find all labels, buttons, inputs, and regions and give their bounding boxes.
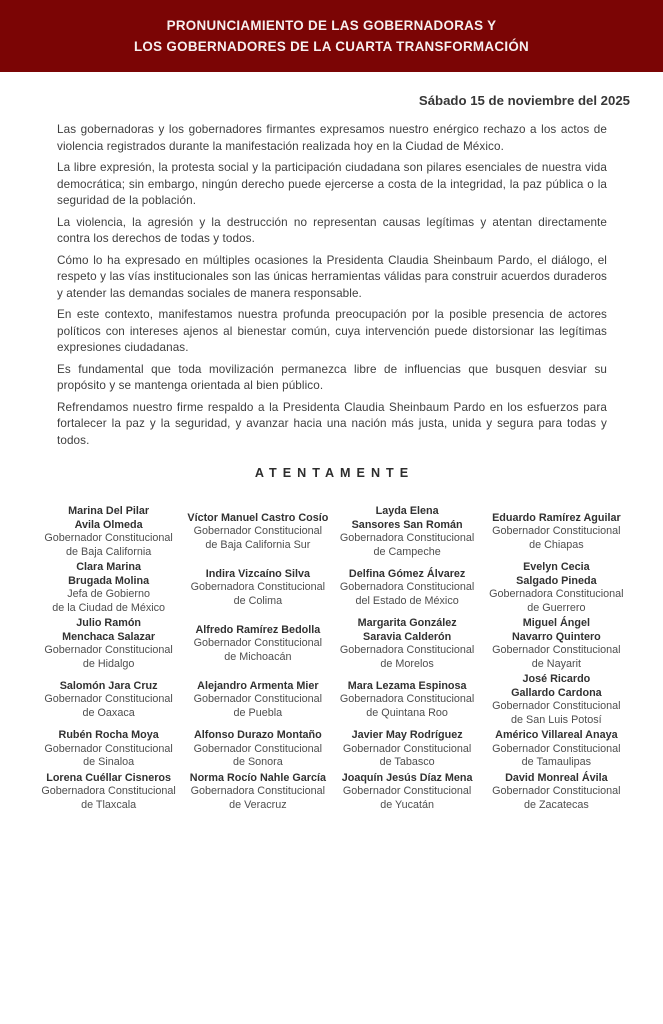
signatory-cell bbox=[337, 680, 478, 721]
signatory-cell bbox=[187, 568, 328, 609]
signatory-title: Gobernador Constitucional de Oaxaca bbox=[44, 693, 173, 719]
signatory-name: Miguel Ángel Navarro Quintero bbox=[511, 617, 601, 643]
signatory-title: Gobernador Constitucional de Yucatán bbox=[342, 785, 472, 811]
signatory-name: Julio Ramón Menchaca Salazar bbox=[62, 617, 156, 643]
paragraph: En este contexto, manifestamos nuestra profunda preocupación por la posible presencia de actores políticos con intereses ajenos al bienestar común, cuya intervención puede distorsionar las legítimas expresiones ciudadanas. bbox=[57, 308, 607, 354]
signatory-name: Norma Rocío Nahle García bbox=[189, 771, 326, 784]
signatory-cell bbox=[187, 772, 328, 813]
paragraph: Cómo lo ha expresado en múltiples ocasiones la Presidenta Claudia Sheinbaum Pardo, el diálogo, el respeto y las vías institucionales son las únicas herramientas válidas para construir acuerdos duraderos y atender las demandas sociales de manera responsable. bbox=[57, 253, 607, 300]
document-body bbox=[57, 122, 607, 449]
signatory-title: Gobernador Constitucional de Tabasco bbox=[342, 742, 472, 768]
signatory-cell bbox=[337, 772, 478, 813]
signatory-name: David Monreal Ávila bbox=[505, 771, 608, 784]
signatory-title: Gobernador Constitucional de Sinaloa bbox=[44, 742, 173, 768]
signatory-cell bbox=[337, 617, 478, 671]
signatory-name: Mara Lezama Espinosa bbox=[347, 679, 467, 692]
signatories-grid bbox=[38, 505, 627, 812]
signatory-title: Gobernador Constitucional de Puebla bbox=[193, 693, 323, 719]
signatory-title: Gobernador Constitucional de Tamaulipas bbox=[492, 742, 621, 768]
signatory-name: Alfredo Ramírez Bedolla bbox=[195, 623, 321, 636]
signatory-name: Alfonso Durazo Montaño bbox=[194, 729, 322, 741]
signatory-name: Evelyn Cecia Salgado Pineda bbox=[516, 561, 597, 587]
signatory-title: Gobernador Constitucional de Zacatecas bbox=[492, 785, 621, 811]
signatory-name: Salomón Jara Cruz bbox=[59, 679, 158, 692]
signatory-name: Joaquín Jesús Díaz Mena bbox=[341, 771, 473, 784]
signatory-name: Eduardo Ramírez Aguilar bbox=[492, 511, 621, 524]
signatory-name: Víctor Manuel Castro Cosío bbox=[187, 511, 329, 524]
signatory-name: Lorena Cuéllar Cisneros bbox=[46, 771, 172, 784]
signatory-cell bbox=[486, 512, 627, 553]
signatory-name: Margarita González Saravia Calderón bbox=[357, 617, 457, 643]
signatory-cell bbox=[187, 512, 328, 553]
signatory-title: Jefa de Gobierno de la Ciudad de México bbox=[52, 588, 166, 614]
signatory-cell bbox=[486, 673, 627, 727]
signatory-title: Gobernador Constitucional de Nayarit bbox=[492, 644, 621, 670]
signatory-name: Américo Villareal Anaya bbox=[495, 729, 618, 741]
signatory-title: Gobernador Constitucional de Michoacán bbox=[193, 637, 323, 663]
signatory-cell bbox=[337, 568, 478, 609]
signatory-title: Gobernador Constitucional de Baja California bbox=[44, 532, 173, 558]
signatory-name: Layda Elena Sansores San Román bbox=[351, 505, 463, 531]
signatory-title: Gobernador Constitucional de Baja California Sur bbox=[193, 525, 323, 551]
closing-label: ATENTAMENTE bbox=[254, 466, 415, 480]
signatory-name: Alejandro Armenta Mier bbox=[197, 679, 319, 692]
signatory-name: Delfina Gómez Álvarez bbox=[348, 567, 466, 580]
signatory-title: Gobernadora Constitucional de Quintana Roo bbox=[339, 693, 475, 719]
signatory-cell bbox=[38, 505, 179, 559]
signatory-name: Marina Del Pilar Avila Olmeda bbox=[68, 505, 150, 531]
signatory-cell bbox=[187, 624, 328, 665]
signatory-title: Gobernadora Constitucional de Guerrero bbox=[489, 588, 624, 614]
signatory-cell bbox=[486, 729, 627, 770]
signatory-name: Rubén Rocha Moya bbox=[58, 729, 159, 741]
signatory-cell bbox=[38, 729, 179, 770]
signatory-name: Indira Vizcaíno Silva bbox=[205, 567, 310, 580]
signatory-cell bbox=[38, 561, 179, 615]
signatory-title: Gobernadora Constitucional de Veracruz bbox=[190, 785, 326, 811]
signatory-title: Gobernador Constitucional de Sonora bbox=[193, 742, 323, 768]
signatory-title: Gobernador Constitucional de San Luis Potosí bbox=[492, 700, 621, 726]
signatory-cell bbox=[486, 617, 627, 671]
signatory-title: Gobernadora Constitucional de Campeche bbox=[339, 532, 475, 558]
signatory-title: Gobernadora Constitucional de Tlaxcala bbox=[41, 785, 176, 811]
signatory-name: Clara Marina Brugada Molina bbox=[68, 561, 150, 587]
signatory-cell bbox=[38, 680, 179, 721]
header-title-line2: LOS GOBERNADORES DE LA CUARTA TRANSFORMACIÓN bbox=[133, 39, 530, 54]
paragraph: La libre expresión, la protesta social y la participación ciudadana son pilares esenciales de nuestra vida democrática; sin embargo, ningún derecho puede ejercerse a costa de la integridad, la paz pública o la seguridad de la población. bbox=[57, 161, 607, 207]
signatory-title: Gobernadora Constitucional de Colima bbox=[190, 581, 326, 607]
header-band bbox=[0, 0, 663, 72]
signatory-cell bbox=[187, 729, 328, 770]
signatory-title: Gobernadora Constitucional de Morelos bbox=[339, 644, 475, 670]
signatory-cell bbox=[187, 680, 328, 721]
paragraph: La violencia, la agresión y la destrucción no representan causas legítimas y atentan directamente contra los derechos de todas y todos. bbox=[57, 215, 607, 245]
signatory-cell bbox=[486, 561, 627, 615]
signatory-cell bbox=[38, 617, 179, 671]
header-title-line1: PRONUNCIAMIENTO DE LAS GOBERNADORAS Y bbox=[166, 18, 497, 33]
signatory-cell bbox=[337, 505, 478, 559]
signatory-cell bbox=[337, 729, 478, 770]
signatory-title: Gobernador Constitucional de Hidalgo bbox=[44, 644, 173, 670]
paragraph: Refrendamos nuestro firme respaldo a la Presidenta Claudia Sheinbaum Pardo en los esfuerzos para fortalecer la paz y la seguridad, y avanzar hacia una nación más justa, unida y segura para todas y todos. bbox=[57, 400, 607, 447]
signatory-title: Gobernadora Constitucional del Estado de México bbox=[339, 581, 475, 607]
signatory-title: Gobernador Constitucional de Chiapas bbox=[492, 525, 621, 551]
signatory-name: José Ricardo Gallardo Cardona bbox=[511, 673, 602, 699]
paragraph: Es fundamental que toda movilización permanezca libre de influencias que busquen desviar su propósito y se mantenga orientada al bien público. bbox=[57, 362, 607, 392]
signatory-cell bbox=[486, 772, 627, 813]
signatory-name: Javier May Rodríguez bbox=[351, 729, 463, 741]
signatory-cell bbox=[38, 772, 179, 813]
date-line: Sábado 15 de noviembre del 2025 bbox=[418, 93, 630, 108]
paragraph: Las gobernadoras y los gobernadores firmantes expresamos nuestro enérgico rechazo a los actos de violencia registrados durante la manifestación realizada hoy en la Ciudad de México. bbox=[57, 123, 607, 153]
